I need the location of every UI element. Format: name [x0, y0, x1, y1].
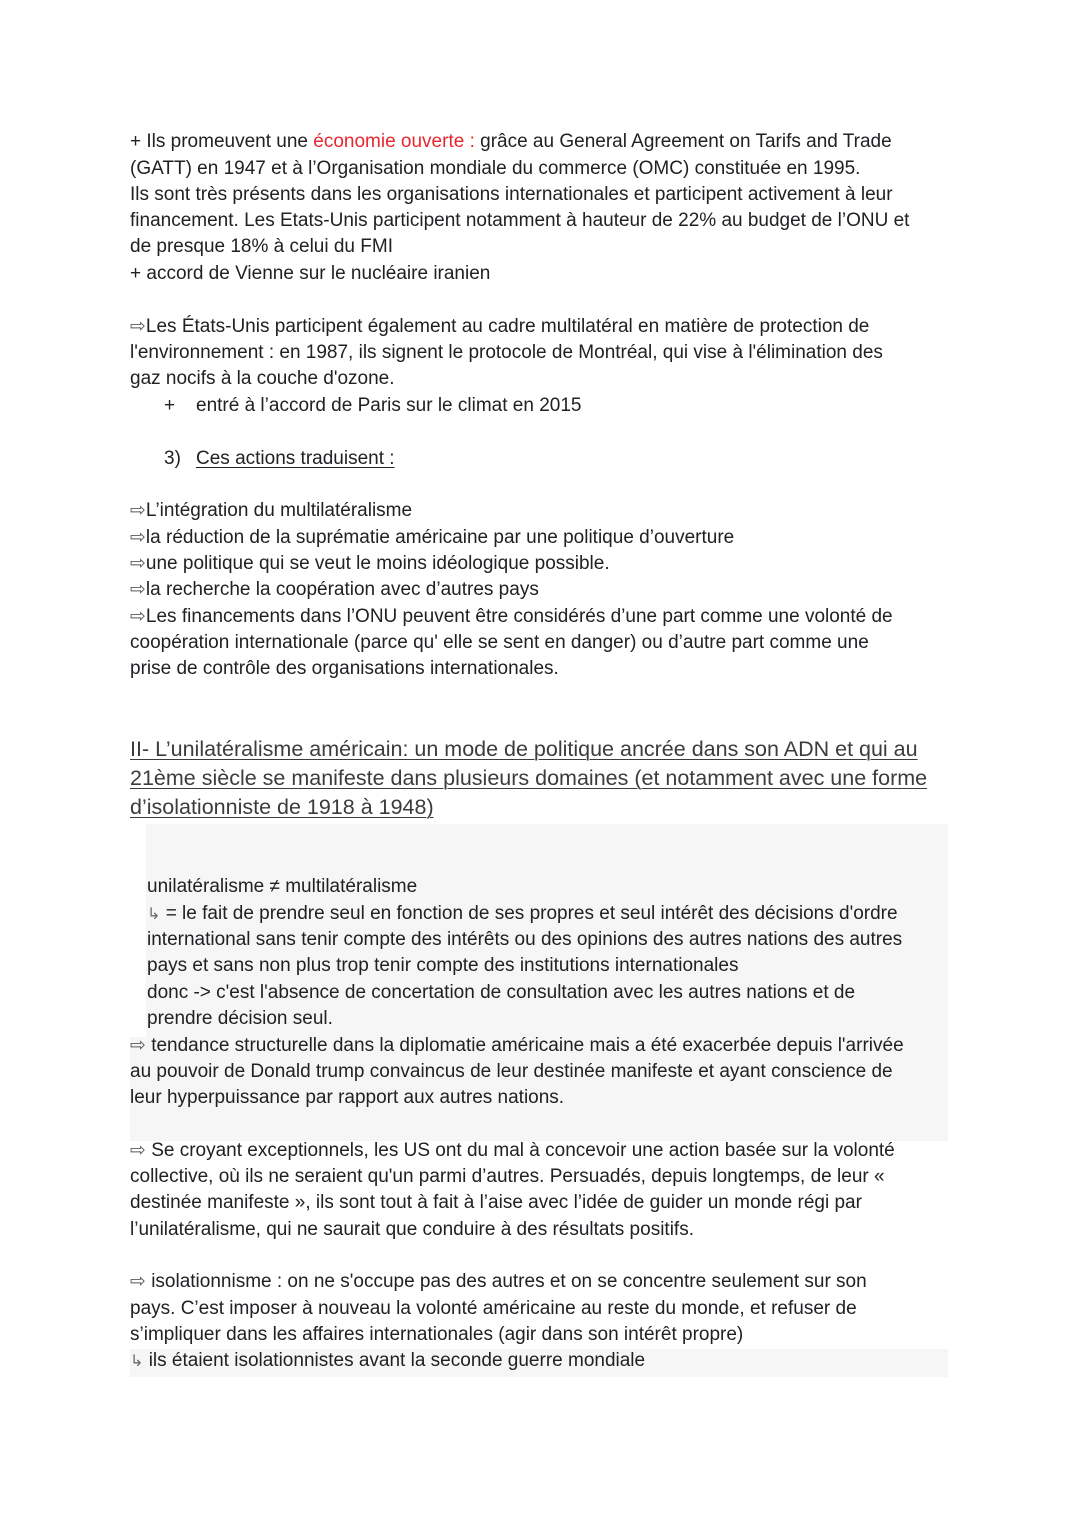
- paragraph-line: gaz nocifs à la couche d'ozone.: [130, 368, 395, 389]
- highlighted-term: économie ouverte :: [313, 131, 475, 152]
- paragraph-line: prise de contrôle des organisations internationales.: [130, 658, 559, 679]
- definition-title: unilatéralisme ≠ multilatéralisme: [147, 876, 418, 897]
- list-item: ⇨la recherche la coopération avec d’autres pays: [130, 579, 539, 600]
- paragraph-line: financement. Les Etats-Unis participent notamment à hauteur de 22% au budget de l’ONU et: [130, 210, 910, 231]
- paragraph-line: (GATT) en 1947 et à l’Organisation mondiale du commerce (OMC) constituée en 1995.: [130, 158, 861, 179]
- section-number: 3): [164, 448, 181, 469]
- paragraph-line: ↳ ils étaient isolationnistes avant la seconde guerre mondiale: [130, 1350, 646, 1371]
- sub-arrow-icon: ↳: [130, 1353, 144, 1370]
- definition-line: prendre décision seul.: [147, 1008, 333, 1029]
- bullet-mark: +: [164, 395, 176, 416]
- arrow-icon: ⇨: [130, 527, 146, 548]
- definition-line: donc -> c'est l'absence de concertation de consultation avec les autres nations et de: [147, 982, 856, 1003]
- arrow-icon: ⇨: [130, 1140, 146, 1161]
- arrow-icon: ⇨: [130, 1271, 146, 1292]
- section-heading: 21ème siècle se manifeste dans plusieurs domaines (et notamment avec une forme: [130, 766, 928, 790]
- paragraph-line: ⇨ isolationnisme : on ne s'occupe pas des autres et on se concentre seulement sur son: [130, 1271, 867, 1292]
- paragraph-line: Ils sont très présents dans les organisations internationales et participent activement à leur: [130, 184, 893, 205]
- arrow-icon: ⇨: [130, 316, 146, 337]
- arrow-icon: ⇨: [130, 579, 146, 600]
- arrow-icon: ⇨: [130, 553, 146, 574]
- arrow-icon: ⇨: [130, 500, 146, 521]
- definition-line: pays et sans non plus trop tenir compte des institutions internationales: [147, 955, 739, 976]
- paragraph-line: coopération internationale (parce qu' elle se sent en danger) ou d’autre part comme une: [130, 632, 869, 653]
- section-heading: II- L’unilatéralisme américain: un mode de politique ancrée dans son ADN et qui au: [130, 737, 918, 761]
- section-title: Ces actions traduisent :: [196, 448, 395, 469]
- paragraph-line: pays. C’est imposer à nouveau la volonté américaine au reste du monde, et refuser de: [130, 1298, 857, 1319]
- arrow-icon: ⇨: [130, 606, 146, 627]
- paragraph-line: l’unilatéralisme, qui ne saurait que conduire à des résultats positifs.: [130, 1219, 694, 1240]
- section-heading: d’isolationniste de 1918 à 1948): [130, 795, 434, 819]
- paragraph-line: s’impliquer dans les affaires internationales (agir dans son intérêt propre): [130, 1324, 744, 1345]
- paragraph-line: ⇨Les États-Unis participent également au cadre multilatéral en matière de protection de: [130, 316, 870, 337]
- arrow-icon: ⇨: [130, 1035, 146, 1056]
- paragraph-line: destinée manifeste », ils sont tout à fait à l’aise avec l’idée de guider un monde régi par: [130, 1192, 862, 1213]
- paragraph-line: ⇨ tendance structurelle dans la diplomatie américaine mais a été exacerbée depuis l'arrivée: [130, 1035, 904, 1056]
- paragraph-line: de presque 18% à celui du FMI: [130, 236, 393, 257]
- paragraph-line: l'environnement : en 1987, ils signent le protocole de Montréal, qui vise à l'élimination des: [130, 342, 883, 363]
- paragraph-line: + Ils promeuvent une économie ouverte : grâce au General Agreement on Tarifs and Trade: [130, 131, 892, 152]
- paragraph-line: + accord de Vienne sur le nucléaire iranien: [130, 263, 491, 284]
- paragraph-line: au pouvoir de Donald trump convaincus de leur destinée manifeste et ayant conscience de: [130, 1061, 893, 1082]
- paragraph-line: leur hyperpuissance par rapport aux autres nations.: [130, 1087, 565, 1108]
- list-item: ⇨une politique qui se veut le moins idéologique possible.: [130, 553, 610, 574]
- list-item: ⇨la réduction de la suprématie américaine par une politique d’ouverture: [130, 527, 735, 548]
- list-item: ⇨Les financements dans l’ONU peuvent être considérés d’une part comme une volonté de: [130, 606, 893, 627]
- sub-arrow-icon: ↳: [147, 906, 161, 923]
- bullet-item: entré à l’accord de Paris sur le climat en 2015: [196, 395, 582, 416]
- paragraph-line: ⇨ Se croyant exceptionnels, les US ont du mal à concevoir une action basée sur la volonté: [130, 1140, 895, 1161]
- list-item: ⇨L’intégration du multilatéralisme: [130, 500, 413, 521]
- definition-line: ↳ = le fait de prendre seul en fonction de ses propres et seul intérêt des décisions d'ordre: [147, 903, 898, 924]
- paragraph-line: collective, où ils ne seraient qu'un parmi d’autres. Persuadés, depuis longtemps, de leur «: [130, 1166, 885, 1187]
- definition-line: international sans tenir compte des intérêts ou des opinions des autres nations des autres: [147, 929, 903, 950]
